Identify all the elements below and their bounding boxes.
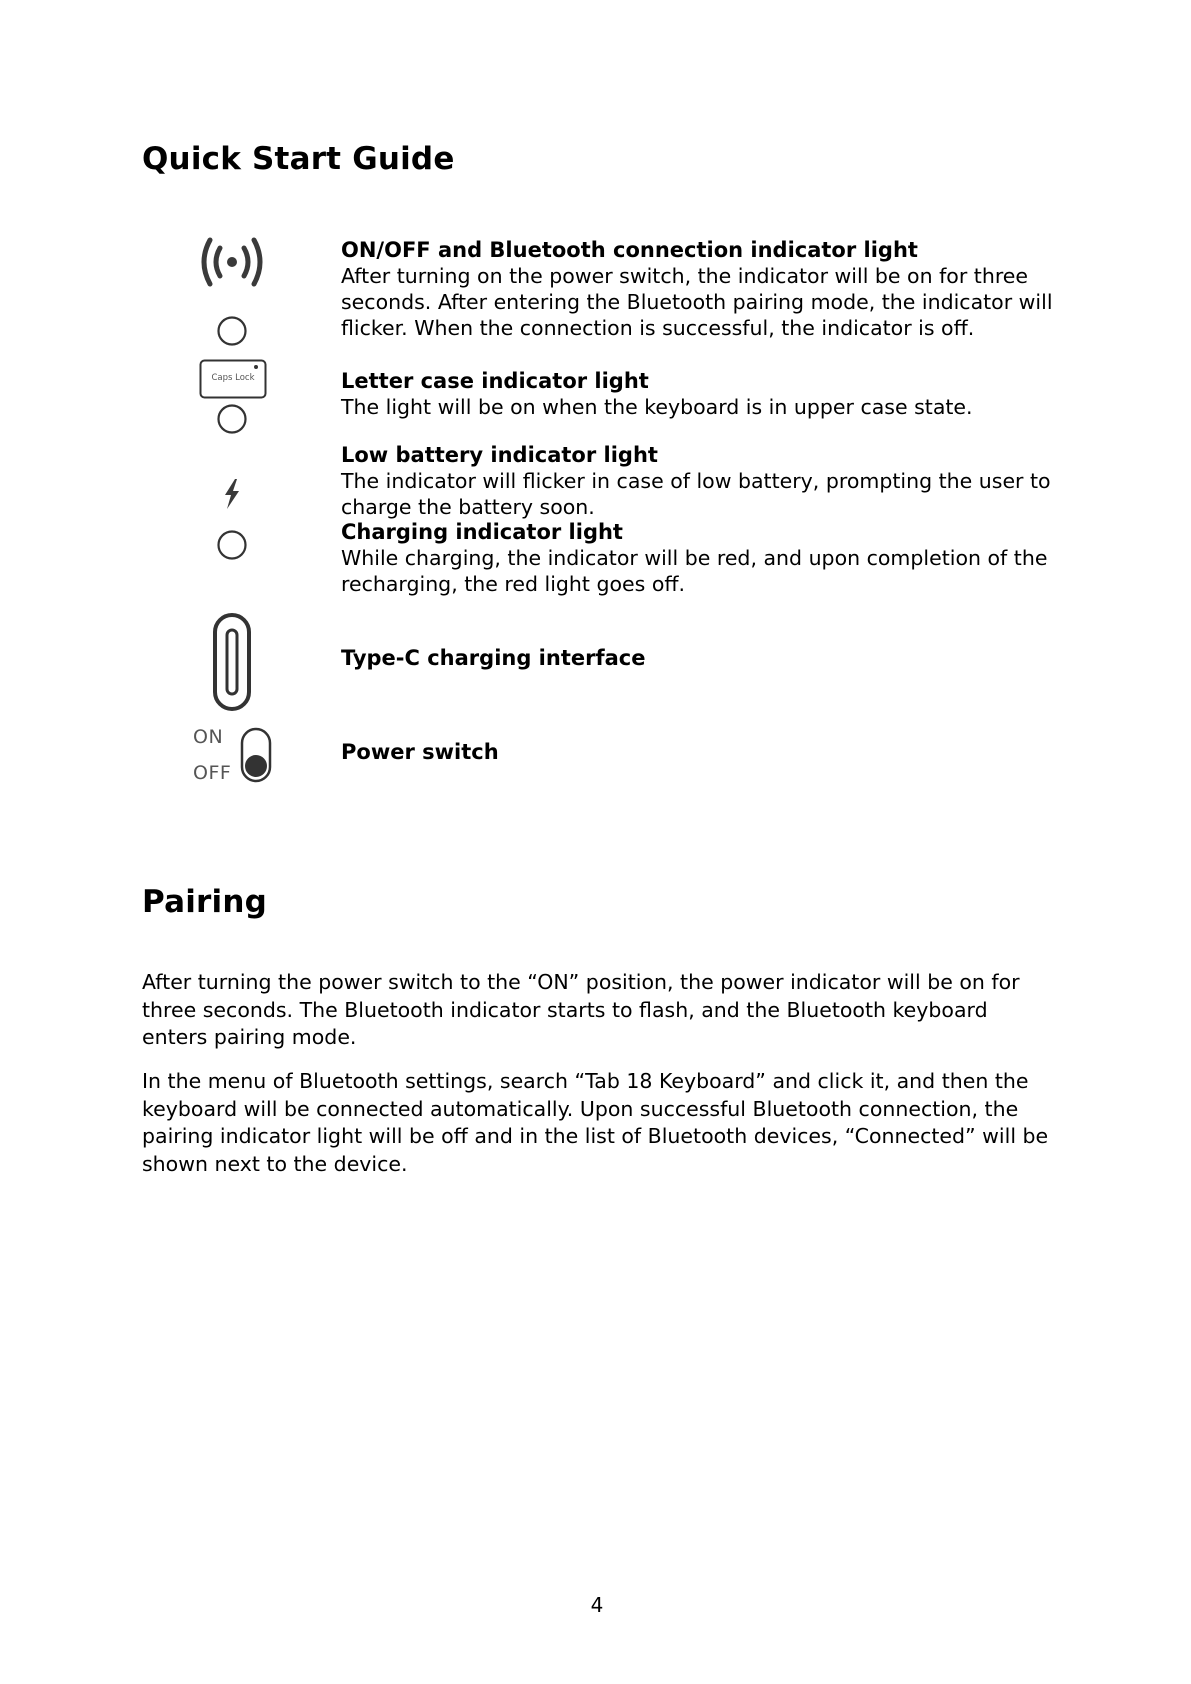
switch-on-label: ON [193, 726, 224, 748]
item-desc-charging-indicator: While charging, the indicator will be red, and upon completion of the recharging, the red light goes off. [341, 546, 1048, 596]
lightning-bolt-icon [220, 478, 244, 510]
power-switch-icon [240, 727, 272, 783]
item-title-charging-indicator: Charging indicator light [341, 520, 623, 544]
item-title-bluetooth-indicator: ON/OFF and Bluetooth connection indicator light [341, 238, 918, 262]
pairing-heading: Pairing [142, 884, 268, 920]
item-desc-low-battery-indicator: The indicator will flicker in case of low battery, prompting the user to charge the battery soon. [341, 469, 1051, 519]
pairing-paragraph-2: In the menu of Bluetooth settings, search “Tab 18 Keyboard” and click it, and then the keyboard will be connected automatically. Upon successful Bluetooth connection, the pairing indicator light will be off and in the list of Bluetooth devices, “Connected” will be shown next to the device. [142, 1069, 1049, 1176]
item-title-low-battery-indicator: Low battery indicator light [341, 443, 658, 467]
type-c-port-icon [212, 612, 252, 712]
item-desc-bluetooth-indicator: After turning on the power switch, the indicator will be on for three seconds. After entering the Bluetooth pairing mode, the indicator will flicker. When the connection is successful, the indicator is off. [341, 264, 1053, 340]
item-desc-letter-case-indicator: The light will be on when the keyboard is in upper case state. [341, 395, 973, 419]
quick-start-guide-heading: Quick Start Guide [142, 141, 455, 177]
bluetooth-indicator-led-icon [216, 315, 248, 347]
item-title-letter-case-indicator: Letter case indicator light [341, 369, 649, 393]
switch-off-label: OFF [193, 762, 232, 784]
item-title-type-c-interface: Type-C charging interface [341, 646, 646, 670]
pairing-paragraph-1: After turning the power switch to the “ON” position, the power indicator will be on for three seconds. The Bluetooth indicator starts to flash, and the Bluetooth keyboard enters pairing mode. [142, 970, 1020, 1049]
bluetooth-signal-icon [196, 236, 268, 288]
item-title-power-switch: Power switch [341, 740, 499, 764]
caps-lock-key-label: Caps Lock [211, 373, 255, 383]
caps-lock-indicator-led-icon [216, 403, 248, 435]
battery-indicator-led-icon [216, 529, 248, 561]
page-number: 4 [590, 1593, 604, 1617]
